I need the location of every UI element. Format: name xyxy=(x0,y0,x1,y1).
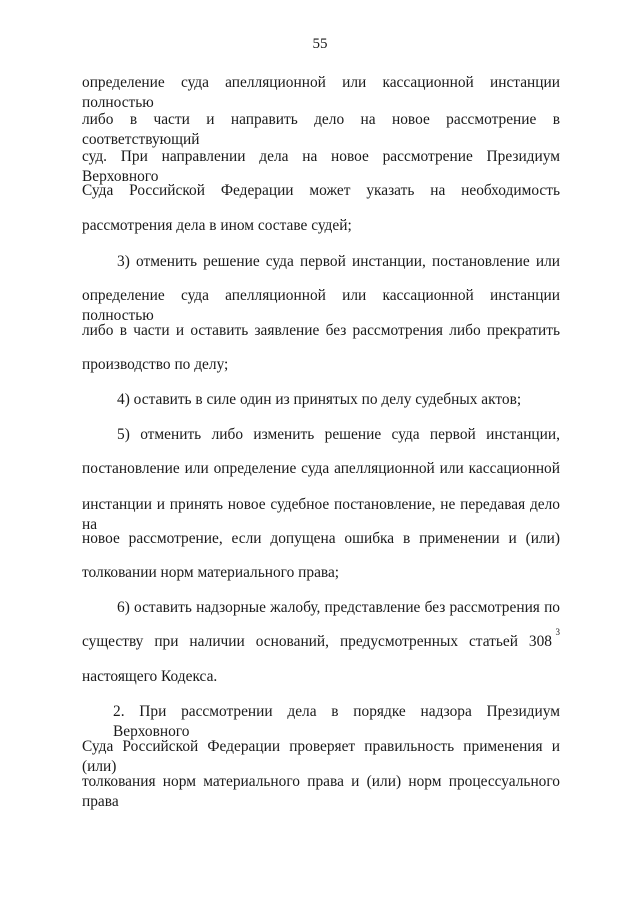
text-line: либо в части и оставить заявление без рассмотрения либо прекратить xyxy=(82,322,560,339)
text-line: 3) отменить решение суда первой инстанции, постановление или xyxy=(117,253,560,270)
text-line: производство по делу; xyxy=(82,356,229,373)
text-line: Суда Российской Федерации может указать на необходимость xyxy=(82,182,560,199)
text-line: существу при наличии оснований, предусмотренных статьей 308 xyxy=(82,633,552,650)
text-line-with-superscript xyxy=(82,627,560,652)
text-line: постановление или определение суда апелляционной или кассационной xyxy=(82,460,560,477)
text-line: толковании норм материального права; xyxy=(82,564,340,581)
text-line: либо в части и направить дело на новое рассмотрение в соответствующий xyxy=(82,111,560,148)
text-line: 2. При рассмотрении дела в порядке надзора Президиум Верховного xyxy=(113,703,560,740)
text-line: Суда Российской Федерации проверяет правильность применения и (или) xyxy=(82,738,560,775)
text-line: инстанции и принять новое судебное постановление, не передавая дело на xyxy=(82,496,560,533)
text-line: определение суда апелляционной или кассационной инстанции полностью xyxy=(82,74,560,111)
text-line: 6) оставить надзорные жалобу, представление без рассмотрения по xyxy=(117,599,560,616)
text-line: суд. При направлении дела на новое рассмотрение Президиум Верховного xyxy=(82,148,560,185)
text-line: рассмотрения дела в ином составе судей; xyxy=(82,217,352,234)
page-number: 55 xyxy=(312,36,328,52)
text-line: определение суда апелляционной или кассационной инстанции полностью xyxy=(82,287,560,324)
text-line: 4) оставить в силе один из принятых по делу судебных актов; xyxy=(117,391,522,408)
text-line: толкования норм материального права и (или) норм процессуального права xyxy=(82,773,560,810)
superscript: 3 xyxy=(555,627,560,637)
text-line: настоящего Кодекса. xyxy=(82,668,218,685)
text-line: новое рассмотрение, если допущена ошибка в применении и (или) xyxy=(82,530,560,547)
text-line: 5) отменить либо изменить решение суда первой инстанции, xyxy=(117,426,560,443)
